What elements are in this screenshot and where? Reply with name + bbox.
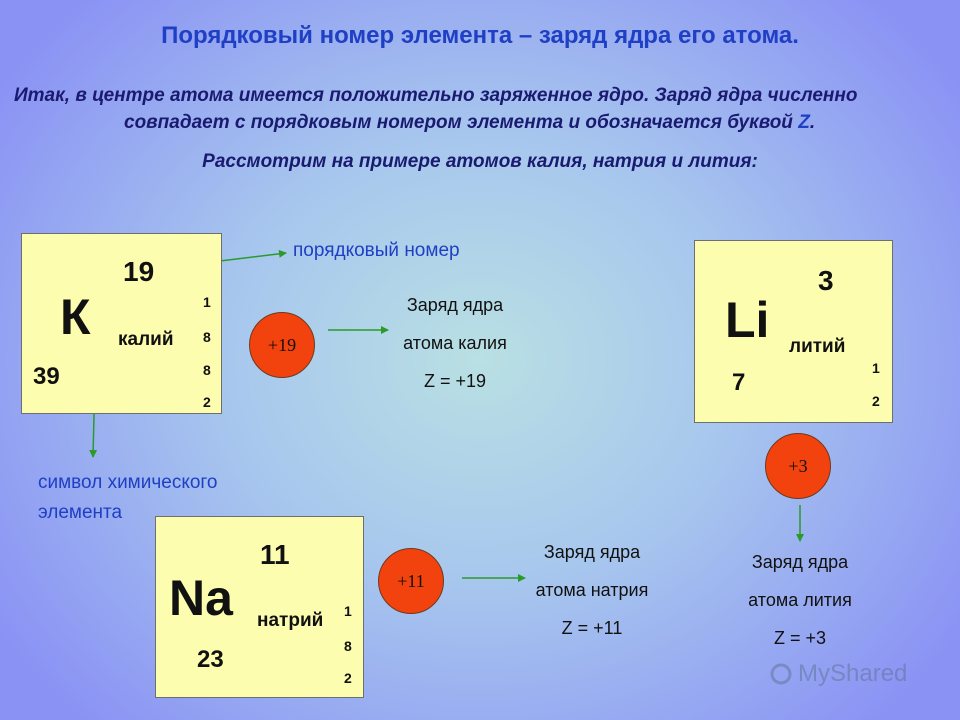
- z-letter: Z: [798, 112, 810, 133]
- element-name: калий: [118, 329, 174, 350]
- watermark: [770, 660, 907, 688]
- sodium-charge-description: [492, 533, 692, 647]
- shell-electrons: 1: [203, 294, 211, 310]
- potassium-charge-description: [355, 286, 555, 400]
- desc-line: Z = +3: [773, 628, 827, 648]
- symbol-label-line-2: элемента: [38, 502, 123, 523]
- lithium-nucleus-charge: +3: [765, 433, 831, 499]
- desc-line: атома натрия: [535, 580, 649, 600]
- page-title: Порядковый номер элемента – заряд ядра его атома.: [161, 22, 799, 49]
- desc-line: Заряд ядра: [406, 295, 504, 315]
- potassium-nucleus-charge: +19: [249, 312, 315, 378]
- symbol-label-line-1: символ химического: [38, 472, 218, 493]
- atomic-number: 3: [818, 265, 834, 296]
- intro-line-1: Итак, в центре атома имеется положительно заряженное ядро. Заряд ядра численно: [14, 85, 858, 106]
- ordinal-number-label: порядковый номер: [293, 240, 460, 261]
- desc-line: атома лития: [748, 590, 852, 610]
- shell-electrons: 1: [872, 360, 880, 376]
- lithium-card: [694, 240, 893, 423]
- intro-line-2-text: совпадает с порядковым номером элемента и обозначается буквой: [124, 112, 799, 133]
- shell-electrons: 8: [344, 638, 352, 654]
- symbol-label: [38, 468, 218, 528]
- desc-line: Заряд ядра: [543, 542, 641, 562]
- element-symbol: К: [60, 289, 91, 345]
- element-symbol: Na: [169, 570, 233, 626]
- potassium-card: [21, 233, 222, 414]
- desc-line: Z = +19: [423, 371, 487, 391]
- desc-line: атома калия: [403, 333, 507, 353]
- intro-line-3: Рассмотрим на примере атомов калия, натрия и лития:: [202, 151, 758, 172]
- atomic-number: 19: [123, 256, 155, 287]
- desc-line: Z = +11: [561, 618, 623, 638]
- shell-electrons: 1: [344, 603, 352, 619]
- sodium-card: [155, 516, 364, 698]
- atomic-number: 11: [260, 539, 290, 570]
- element-name: литий: [789, 336, 846, 357]
- shell-electrons: 2: [344, 670, 352, 686]
- desc-line: Заряд ядра: [751, 552, 849, 572]
- element-name: натрий: [257, 610, 324, 631]
- atomic-mass: 23: [197, 646, 224, 673]
- atomic-mass: 7: [732, 369, 746, 396]
- element-symbol: Li: [725, 292, 770, 348]
- lithium-charge-description: [700, 543, 900, 657]
- intro-line-2-end: .: [809, 112, 816, 133]
- watermark-logo-icon: [770, 663, 792, 685]
- shell-electrons: 2: [872, 393, 880, 409]
- shell-electrons: 8: [203, 329, 211, 345]
- atomic-mass: 39: [33, 363, 60, 390]
- watermark-text: MyShared: [798, 660, 908, 687]
- shell-electrons: 8: [203, 362, 211, 378]
- sodium-nucleus-charge: +11: [378, 548, 444, 614]
- shell-electrons: 2: [203, 394, 211, 410]
